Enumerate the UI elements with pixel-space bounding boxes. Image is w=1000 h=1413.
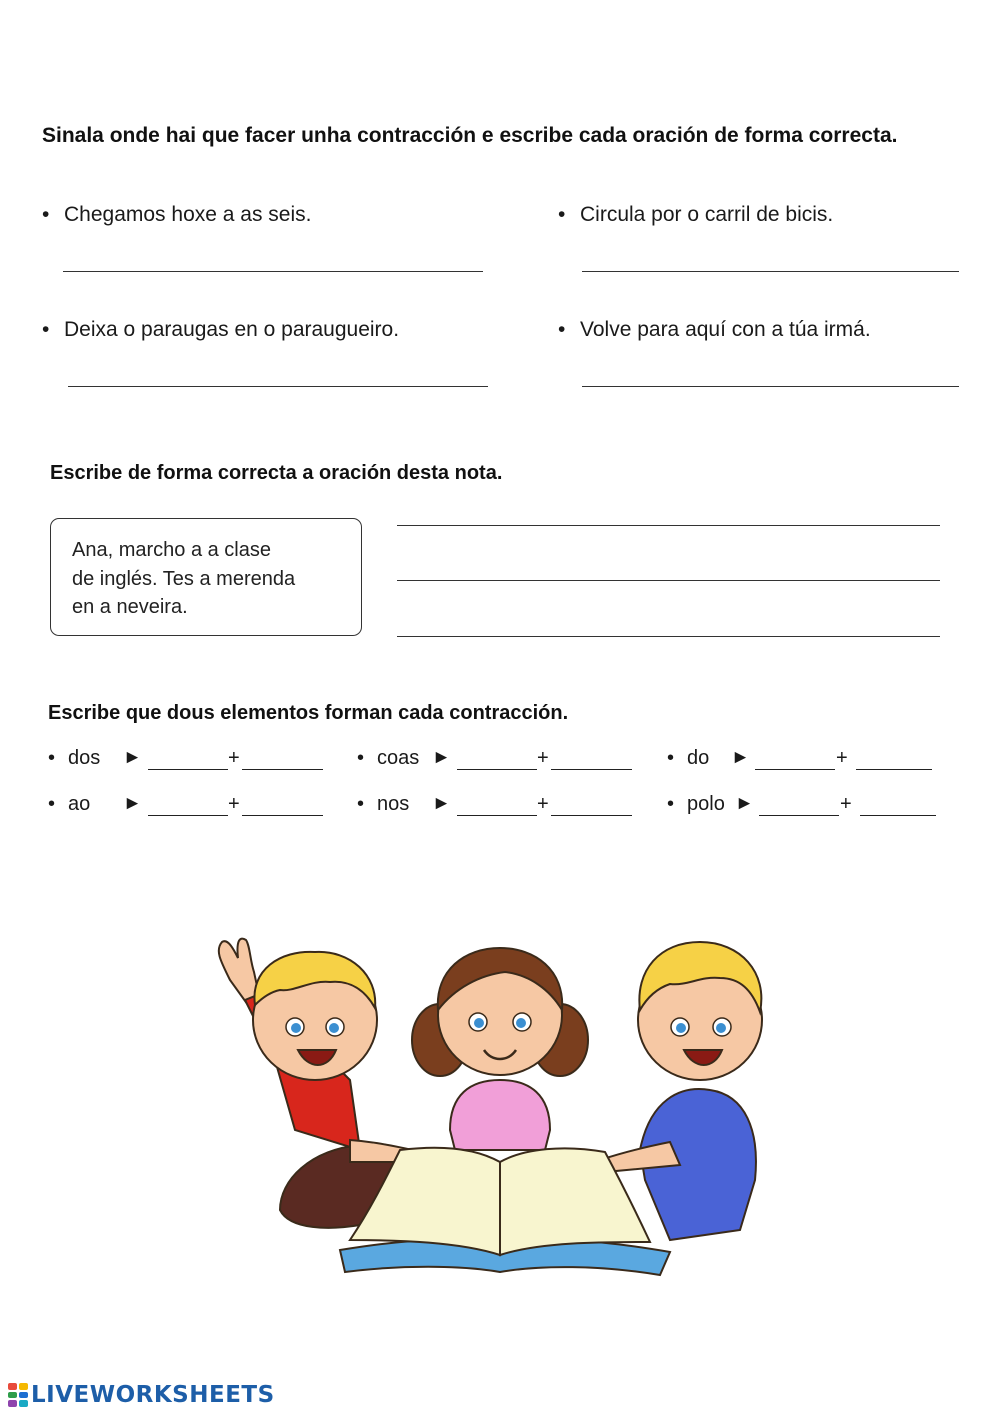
bullet-icon: • <box>667 747 675 769</box>
answer-blank[interactable] <box>759 815 839 816</box>
bullet-icon: • <box>42 318 50 341</box>
answer-blank[interactable] <box>242 815 323 816</box>
contraction-item <box>357 745 647 775</box>
logo-square <box>8 1383 17 1390</box>
answer-blank[interactable] <box>148 769 228 770</box>
sentence-text: Circula por o carril de bicis. <box>580 203 834 226</box>
contraction-item <box>357 791 647 821</box>
logo-square <box>19 1392 28 1399</box>
logo-square <box>19 1383 28 1390</box>
bullet-icon: • <box>48 747 56 769</box>
logo-square <box>19 1400 28 1407</box>
contraction-word: do <box>687 747 710 769</box>
note-box <box>50 518 362 636</box>
contraction-word: dos <box>68 747 101 769</box>
contraction-word: nos <box>377 793 410 815</box>
answer-line[interactable] <box>68 386 488 387</box>
sentence-text: Volve para aquí con a túa irmá. <box>580 318 871 341</box>
contraction-item <box>48 791 338 821</box>
exercise2-instruction: Escribe de forma correcta a oración desta nota. <box>50 462 503 484</box>
answer-blank[interactable] <box>551 815 632 816</box>
plus-sign: + <box>836 747 848 769</box>
note-text: Ana, marcho a a clase de inglés. Tes a merenda en a neveira. <box>72 539 296 618</box>
answer-blank[interactable] <box>551 769 632 770</box>
answer-blank[interactable] <box>242 769 323 770</box>
girl-middle-figure <box>412 948 588 1150</box>
liveworksheets-logo <box>8 1380 275 1410</box>
logo-text: LIVEWORKSHEETS <box>31 1382 275 1408</box>
sentence-item <box>558 201 833 229</box>
contraction-word: polo <box>687 793 725 815</box>
plus-sign: + <box>228 793 240 815</box>
plus-sign: + <box>840 793 852 815</box>
answer-blank[interactable] <box>860 815 936 816</box>
logo-square <box>8 1400 17 1407</box>
answer-blank[interactable] <box>148 815 228 816</box>
arrow-icon: ► <box>735 793 754 814</box>
contraction-item <box>48 745 338 775</box>
arrow-icon: ► <box>731 747 750 768</box>
arrow-icon: ► <box>432 793 451 814</box>
contraction-item <box>667 745 957 775</box>
answer-blank[interactable] <box>755 769 835 770</box>
bullet-icon: • <box>357 793 365 815</box>
answer-line[interactable] <box>582 271 959 272</box>
arrow-icon: ► <box>123 747 142 768</box>
bullet-icon: • <box>558 318 566 341</box>
bullet-icon: • <box>357 747 365 769</box>
contraction-word: ao <box>68 793 91 815</box>
answer-line[interactable] <box>397 580 940 581</box>
sentence-text: Deixa o paraugas en o paraugueiro. <box>64 318 400 341</box>
arrow-icon: ► <box>432 747 451 768</box>
bullet-icon: • <box>558 203 566 226</box>
answer-line[interactable] <box>63 271 483 272</box>
answer-line[interactable] <box>397 636 940 637</box>
plus-sign: + <box>537 747 549 769</box>
bullet-icon: • <box>48 793 56 815</box>
logo-grid-icon <box>8 1383 28 1407</box>
answer-line[interactable] <box>582 386 959 387</box>
sentence-item <box>42 201 311 229</box>
answer-blank[interactable] <box>457 815 537 816</box>
arrow-icon: ► <box>123 793 142 814</box>
answer-blank[interactable] <box>856 769 932 770</box>
answer-blank[interactable] <box>457 769 537 770</box>
bullet-icon: • <box>667 793 675 815</box>
exercise3-instruction: Escribe que dous elementos forman cada contracción. <box>48 702 569 724</box>
children-reading-book-icon <box>200 880 800 1290</box>
sentence-text: Chegamos hoxe a as seis. <box>64 203 312 226</box>
logo-square <box>8 1392 17 1399</box>
bullet-icon: • <box>42 203 50 226</box>
contraction-word: coas <box>377 747 420 769</box>
contraction-item <box>667 791 957 821</box>
sentence-item <box>42 316 399 344</box>
plus-sign: + <box>537 793 549 815</box>
exercise1-instruction: Sinala onde hai que facer unha contracción e escribe cada oración de forma correcta. <box>42 124 898 147</box>
answer-line[interactable] <box>397 525 940 526</box>
sentence-item <box>558 316 871 344</box>
plus-sign: + <box>228 747 240 769</box>
